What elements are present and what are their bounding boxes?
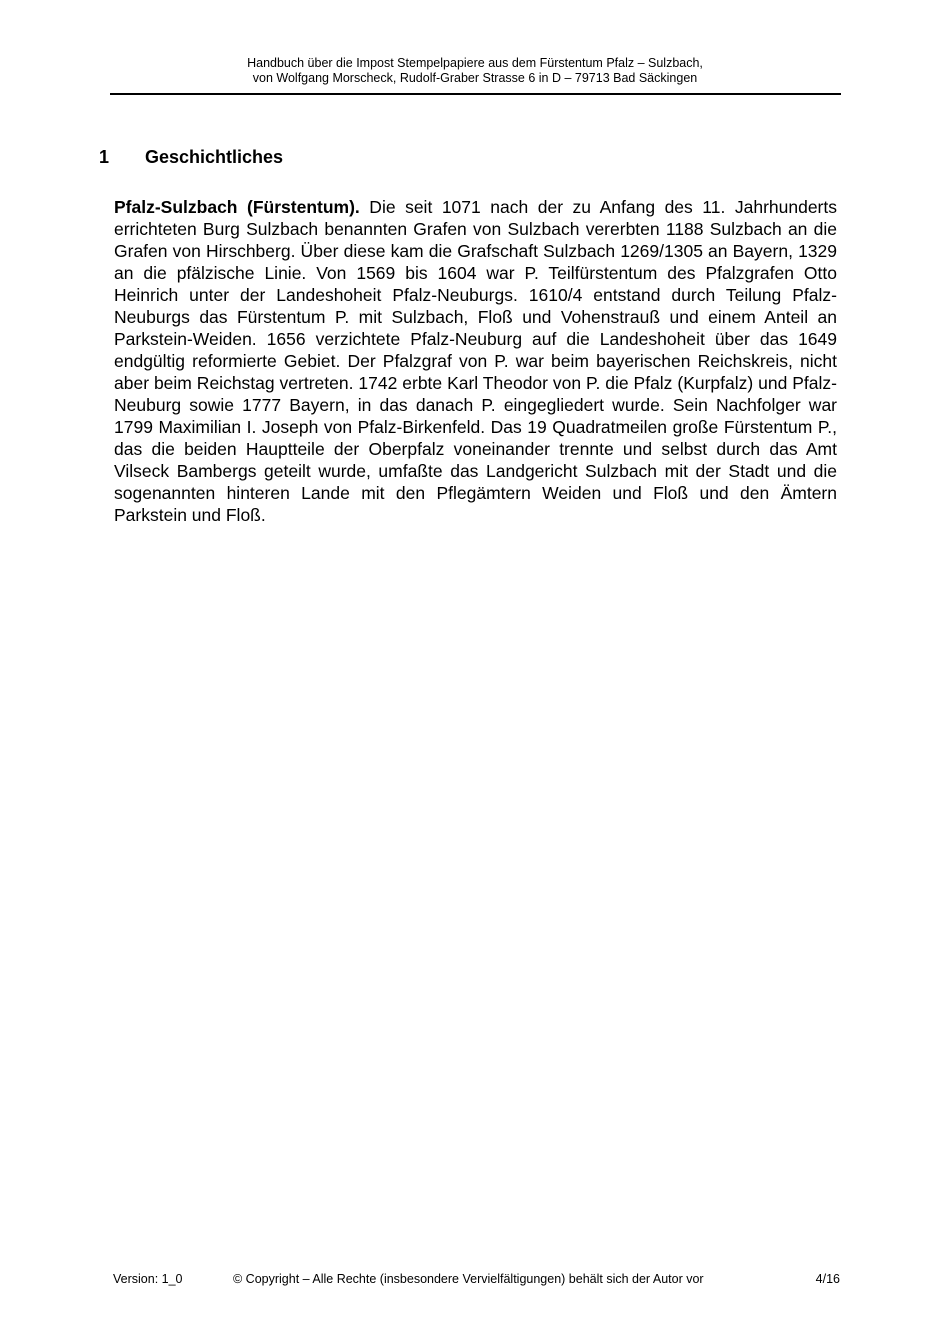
footer-version: Version: 1_0 bbox=[113, 1272, 183, 1286]
footer-page-number: 4/16 bbox=[815, 1272, 840, 1286]
footer-copyright: © Copyright – Alle Rechte (insbesondere Vervielfältigungen) behält sich der Autor vor bbox=[233, 1272, 704, 1286]
page-footer bbox=[113, 1271, 840, 1287]
paragraph-lemma: Pfalz-Sulzbach (Fürstentum). bbox=[114, 197, 360, 217]
header-line-2: von Wolfgang Morscheck, Rudolf-Graber Strasse 6 in D – 79713 Bad Säckingen bbox=[252, 71, 698, 85]
section-number: 1 bbox=[99, 147, 110, 167]
header-line-1: Handbuch über die Impost Stempelpapiere aus dem Fürstentum Pfalz – Sulzbach, bbox=[247, 56, 703, 70]
page-header bbox=[110, 56, 840, 86]
section-title: Geschichtliches bbox=[145, 147, 284, 167]
body-paragraph bbox=[114, 196, 837, 526]
header-rule bbox=[110, 93, 841, 95]
section-heading bbox=[99, 146, 283, 168]
paragraph-text: Die seit 1071 nach der zu Anfang des 11. Jahrhunderts errichteten Burg Sulzbach benannten Grafen von Sulzbach vererbten 1188 Sulzbach an die Grafen von Hirschberg. Über diese kam die Grafschaft Sulzbach 1269/1305 an Bayern, 1329 an die pfälzische Linie. Von 1569 bis 1604 war P. Teilfürstentum des Pfalzgrafen Otto Heinrich unter der Landeshoheit Pfalz-Neuburgs. 1610/4 entstand durch Teilung Pfalz-Neuburgs das Fürstentum P. mit Sulzbach, Floß und Vohenstrauß und einem Anteil an Parkstein-Weiden. 1656 verzichtete Pfalz-Neuburg auf die Landeshoheit über das 1649 endgültig reformierte Gebiet. Der Pfalzgraf von P. war beim bayerischen Reichskreis, nicht aber beim Reichstag vertreten. 1742 erbte Karl Theodor von P. die Pfalz (Kurpfalz) und Pfalz-Neuburg sowie 1777 Bayern, in das danach P. eingegliedert wurde. Sein Nachfolger war 1799 Maximilian I. Joseph von Pfalz-Birkenfeld. Das 19 Quadratmeilen große Fürstentum P., das die beiden Hauptteile der Oberpfalz voneinander trennte und selbst durch das Amt Vilseck Bambergs geteilt wurde, umfaßte das Landgericht Sulzbach mit der Stadt und die sogenannten hinteren Lande mit den Pflegämtern Weiden und Floß und den Ämtern Parkstein und Floß. bbox=[114, 197, 837, 525]
